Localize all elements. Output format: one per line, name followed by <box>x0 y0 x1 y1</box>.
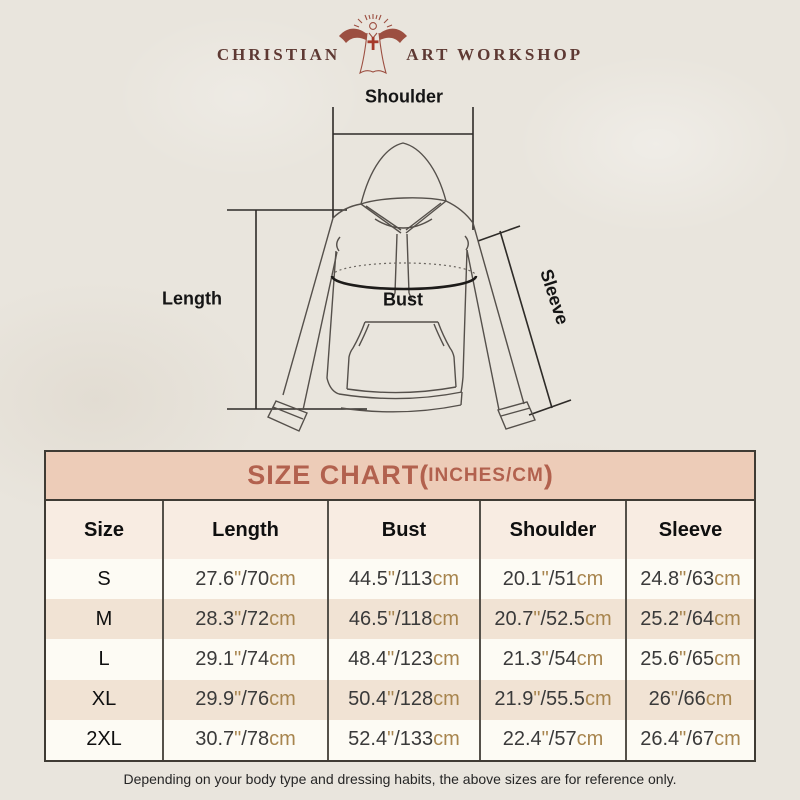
separator: / <box>686 567 692 590</box>
separator: / <box>548 648 555 670</box>
cm-label: cm <box>432 567 460 590</box>
inch-mark: " <box>234 607 242 630</box>
shoulder-value <box>479 720 625 760</box>
inch-mark: " <box>234 728 242 751</box>
cm-label: cm <box>269 567 296 590</box>
length-value <box>162 599 327 639</box>
inches-number: 29.9 <box>195 688 235 711</box>
brand-logo <box>0 13 800 79</box>
bust-value <box>327 559 479 599</box>
cm-number: 57 <box>554 728 577 751</box>
inch-mark: " <box>679 567 687 590</box>
column-header-sleeve: Sleeve <box>625 501 754 559</box>
shoulder-value <box>479 559 625 599</box>
inches-number: 27.6 <box>195 567 235 590</box>
cm-label: cm <box>432 607 460 630</box>
inches-number: 29.1 <box>195 648 235 670</box>
inch-mark: " <box>387 607 395 630</box>
bust-value <box>327 599 479 639</box>
separator: / <box>540 607 546 630</box>
inch-mark: " <box>234 648 242 670</box>
cm-label: cm <box>433 688 460 711</box>
size-chart-table <box>44 450 756 762</box>
table-row-2xl <box>46 720 754 760</box>
cm-number: 76 <box>246 688 270 711</box>
inch-mark: " <box>679 728 687 751</box>
separator: / <box>241 648 247 670</box>
inches-number: 28.3 <box>195 607 235 630</box>
cm-label: cm <box>269 648 296 670</box>
shoulder-value <box>479 680 625 720</box>
inch-mark: " <box>533 688 541 711</box>
cm-number: 74 <box>246 648 270 670</box>
inches-number: 30.7 <box>195 728 235 751</box>
sleeve-value <box>625 680 754 720</box>
title-open-paren: ( <box>419 460 429 490</box>
size-value: L <box>98 648 110 670</box>
length-value <box>162 720 327 760</box>
size-chart-title: SIZE CHART <box>247 460 420 490</box>
cm-number: 78 <box>246 728 270 751</box>
jesus-rays-cross-icon <box>336 13 410 79</box>
inch-mark: " <box>541 648 549 670</box>
inches-number: 48.4 <box>348 648 388 670</box>
cm-label: cm <box>269 688 296 711</box>
inches-number: 25.2 <box>640 607 680 630</box>
inches-number: 21.9 <box>494 688 534 711</box>
inch-mark: " <box>387 688 395 711</box>
size-chart-title-units: INCHES/CM <box>428 464 544 486</box>
cm-number: 133 <box>399 728 434 751</box>
inch-mark: " <box>387 567 395 590</box>
brand-name-right: ART WORKSHOP <box>406 45 584 64</box>
size-value: M <box>95 607 113 630</box>
cm-label: cm <box>714 728 741 751</box>
bust-value <box>327 639 479 679</box>
cm-number: 113 <box>400 567 433 590</box>
separator: / <box>540 688 546 711</box>
sleeve-value <box>625 720 754 760</box>
size-chart-title-band <box>46 452 754 501</box>
separator: / <box>686 607 692 630</box>
inch-mark: " <box>533 607 541 630</box>
sleeve-value <box>625 599 754 639</box>
cm-number: 51 <box>554 567 577 590</box>
cm-label: cm <box>584 688 612 711</box>
hoodie-outline <box>268 143 535 431</box>
sleeve-label: Sleeve <box>536 266 573 328</box>
separator: / <box>548 567 555 590</box>
inches-number: 24.8 <box>640 567 680 590</box>
inch-mark: " <box>234 567 242 590</box>
inch-mark: " <box>387 648 395 670</box>
column-header-size: Size <box>83 518 125 541</box>
bust-value <box>327 680 479 720</box>
inches-number: 26.4 <box>640 728 680 751</box>
column-header-shoulder: Shoulder <box>479 501 625 559</box>
separator: / <box>548 728 555 751</box>
inches-number: 25.6 <box>640 648 680 670</box>
length-value <box>162 559 327 599</box>
length-label: Length <box>162 288 222 309</box>
bust-label: Bust <box>383 289 423 310</box>
inches-number: 26 <box>648 688 671 711</box>
inch-mark: " <box>679 648 687 670</box>
table-row-xl <box>46 680 754 720</box>
rays <box>354 14 392 27</box>
cm-number: 66 <box>683 688 706 711</box>
brand-name-left: CHRISTIAN <box>216 45 341 64</box>
inches-number: 50.4 <box>348 688 388 711</box>
cm-number: 55.5 <box>546 688 585 711</box>
cm-label: cm <box>576 728 604 751</box>
shoulder-value <box>479 639 625 679</box>
table-row-s <box>46 559 754 599</box>
column-header-length: Length <box>162 501 327 559</box>
separator: / <box>241 567 247 590</box>
inches-number: 20.1 <box>502 567 542 590</box>
column-header-bust: Bust <box>327 501 479 559</box>
table-row-m <box>46 599 754 639</box>
inches-number: 46.5 <box>348 607 388 630</box>
cm-number: 70 <box>246 567 270 590</box>
inch-mark: " <box>541 728 549 751</box>
separator: / <box>241 728 247 751</box>
table-header-row <box>46 501 754 559</box>
hoodie-diagram <box>0 85 800 450</box>
cm-number: 64 <box>691 607 715 630</box>
separator: / <box>241 688 247 711</box>
cm-number: 72 <box>246 607 270 630</box>
length-value <box>162 639 327 679</box>
separator: / <box>686 728 692 751</box>
cm-number: 123 <box>399 648 434 670</box>
cm-label: cm <box>714 648 741 670</box>
bust-line <box>332 263 476 289</box>
table-body <box>46 559 754 760</box>
inches-number: 22.4 <box>502 728 542 751</box>
inch-mark: " <box>387 728 395 751</box>
cm-number: 128 <box>399 688 434 711</box>
cm-number: 65 <box>691 648 715 670</box>
separator: / <box>394 607 401 630</box>
inches-number: 52.4 <box>348 728 388 751</box>
cm-label: cm <box>584 607 612 630</box>
size-value: XL <box>91 688 117 711</box>
head <box>370 23 377 30</box>
inch-mark: " <box>670 688 678 711</box>
shoulder-label: Shoulder <box>364 86 444 107</box>
cm-label: cm <box>714 607 741 630</box>
inch-mark: " <box>234 688 242 711</box>
inches-number: 44.5 <box>348 567 388 590</box>
cm-number: 67 <box>691 728 715 751</box>
cm-number: 118 <box>400 607 433 630</box>
cm-label: cm <box>433 648 460 670</box>
cm-number: 63 <box>691 567 715 590</box>
separator: / <box>686 648 692 670</box>
separator: / <box>394 567 401 590</box>
separator: / <box>394 688 400 711</box>
size-value: 2XL <box>86 728 122 751</box>
reference-note: Depending on your body type and dressing habits, the above sizes are for reference only. <box>123 771 677 787</box>
separator: / <box>394 728 400 751</box>
cm-label: cm <box>705 688 733 711</box>
measurement-lines <box>227 107 571 415</box>
separator: / <box>241 607 247 630</box>
cm-label: cm <box>269 728 296 751</box>
cm-label: cm <box>269 607 296 630</box>
cm-label: cm <box>576 648 604 670</box>
cm-label: cm <box>576 567 604 590</box>
cm-number: 54 <box>554 648 577 670</box>
sleeve-value <box>625 639 754 679</box>
bust-value <box>327 720 479 760</box>
cm-label: cm <box>433 728 460 751</box>
separator: / <box>677 688 684 711</box>
size-value: S <box>97 567 111 590</box>
inch-mark: " <box>679 607 687 630</box>
length-value <box>162 680 327 720</box>
title-close-paren: ) <box>543 460 553 490</box>
cross-icon <box>368 37 379 50</box>
cm-label: cm <box>714 567 741 590</box>
inches-number: 21.3 <box>502 648 542 670</box>
inches-number: 20.7 <box>494 607 534 630</box>
sleeve-value <box>625 559 754 599</box>
separator: / <box>394 648 400 670</box>
cm-number: 52.5 <box>546 607 585 630</box>
inch-mark: " <box>541 567 549 590</box>
table-row-l <box>46 639 754 679</box>
shoulder-value <box>479 599 625 639</box>
